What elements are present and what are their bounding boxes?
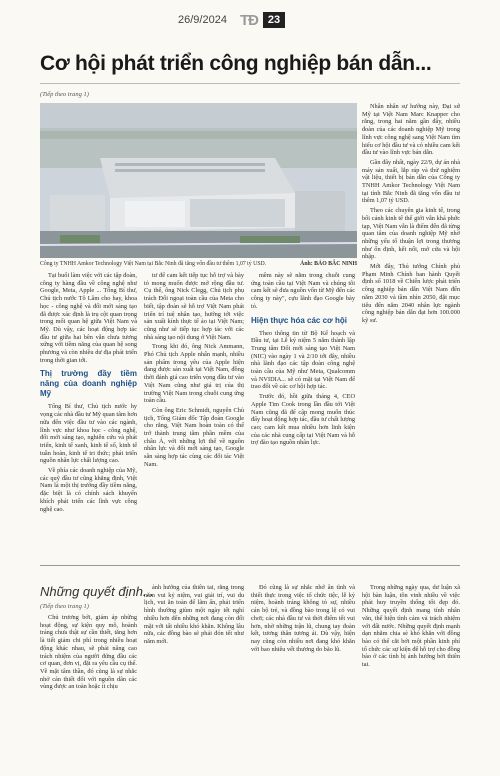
paragraph: Tại buổi làm việc với các tập đoàn, công ty hàng đầu về công nghệ như Google, Meta, Apple ... Tổng Bí thư, Chủ tịch nước Tô Lâm cho hay, khoa học - công nghệ và đổi mới sáng tạo đã được xác định là trụ cột quan trọng trong mối quan hệ giữa Việt Nam và Mỹ. Dù vậy, các hoạt động hợp tác đầu tư giữa hai bên vẫn chưa tương xứng với tiềm năng của quan hệ song phương và còn nhiều dư địa phát triển trong thời gian tới. — [40, 272, 137, 364]
paragraph: ảnh hưởng của thiên tai, rằng trong năm vui kỷ niệm, vui giải trí, vui du lịch, vui ăn toàn để lãm ấn, phải triển hình thường giùm một ngày tết nghỉ nhiều hơn đến những nơi đang còn đối mặt với tất nhiều khó khăn. Không lâu nữa, các đồng bào sẽ phải đón tết như năm mới. — [144, 584, 244, 645]
paragraph: Nhân nhân sự hướng này, Đại sứ Mỹ tại Việt Nam Marc Knapper cho rằng, trong hai năm gần đây, nhiều đoàn của các doanh nghiệp Mỹ trong lĩnh vực công nghệ sang Việt Nam tìm hiểu cơ hội đầu tư và có nhiều cam kết đầu tư vào lĩnh vực bán dẫn. — [362, 103, 460, 157]
headline-rule — [40, 83, 460, 84]
article-headline: Cơ hội phát triển công nghiệp bán dẫn... — [40, 52, 432, 75]
paragraph: Theo các chuyên gia kinh tế, trong bối cảnh kinh tế thế giới vẫn khá phức tạp, Việt Nam vẫn là điểm đến đã từng quan tâm của doanh nghiệp Mỹ nhờ những yếu tố thuận lợi trong thương như ổn định, kết nối, mở cửa và hội nhập. — [362, 207, 460, 261]
article-column-1 — [40, 272, 137, 562]
paragraph: tư để cam kết tiếp tục hỗ trợ và bày tỏ mong muốn được mở rộng đầu tư. Cụ thể, ông Nick Clegg, Chủ tịch phụ trách Đối ngoại toàn cầu của Meta cho biết, tập đoàn sẽ hỗ trợ Việt Nam phát triển trí tuệ nhân tạo, hướng tới việc sản xuất kính thực tế ảo tại Việt Nam; cũng như sẽ tiếp tục hợp tác với các nhà sáng tạo nội dung ở Việt Nam. — [144, 272, 244, 341]
newspaper-logo: TĐ — [240, 12, 258, 29]
paragraph: Trước đó, hồi giữa tháng 4, CEO Apple Tim Cook trong lần đầu tới Việt Nam cũng đã để cập mong muốn thúc đẩy hoạt động hợp tác, đầu tư chất lượng cao; cam kết mua nhiều hơn linh kiện của các nhà cung cấp tại Việt Nam và hỗ trợ đào tạo nguồn nhân lực. — [251, 393, 355, 447]
article-column-2 — [144, 272, 244, 562]
paragraph: Tổng Bí thư, Chủ tịch nước hy vọng các nhà đầu tư Mỹ quan tâm hơn nữa đến việc đầu tư vào các ngành, lĩnh vực như khoa học - công nghệ, đổi mới sáng tạo, nghiên cứu và phát triển, kinh tế xanh, kinh tế số, kinh tế tuần hoàn, kinh tế tri thức; phát triển nguồn nhân lực chất lượng cao. — [40, 403, 137, 465]
article2-column-1 — [40, 614, 137, 764]
paragraph: Mới đây, Thủ tướng Chính phủ Phạm Minh Chính ban hành Quyết định số 1018 về Chiến lược phát triển công nghiệp bán dẫn Việt Nam đến năm 2030 và tầm nhìn 2050, đặt mục tiêu đến năm 2040 nhân lực ngành công nghiệp bán dẫn đạt hơn 100.000 kỹ sư. — [362, 263, 460, 324]
photo-credit: Ảnh: BẢO BẮC NINH — [300, 261, 357, 267]
subheading: Hiện thực hóa các cơ hội — [251, 315, 347, 325]
article-column-3 — [251, 272, 355, 562]
page-header — [0, 12, 500, 32]
article-separator — [40, 565, 460, 566]
paragraph: Trong những ngày qua, dư luận xã hội bàn luận, tôn vinh nhiều về việc phát huy truyền thống tốt đẹp đó. Những quyết định mang tính nhân văn, thể hiện tình cảm và trách nhiệm với đất nước. Những quyết định mạnh dạn nhằm chia sẻ khó khăn với đồng bào có thể cắt bớt một phần kinh phí tổ chức các sự kiện để hỗ trợ cho đồng bào ở các tỉnh bị ảnh hưởng bởi thiên tai. — [362, 584, 460, 669]
issue-date: 26/9/2024 — [178, 14, 227, 26]
article-column-4 — [362, 103, 460, 562]
paragraph: Còn ông Eric Schmidt, nguyên Chủ tịch, Tổng Giám đốc Tập đoàn Google cho rằng, Việt Nam hoàn toàn có thể trở thành trung tâm phần mềm của châu Á, với những lợi thế về nguồn nhân lực và đổi mới sáng tạo, Google sẵn sàng hợp tác cùng các đối tác Việt Nam. — [144, 406, 244, 468]
photo-caption — [40, 261, 357, 267]
paragraph: Về phía các doanh nghiệp của Mỹ, các quỹ đầu tư cũng khẳng định, Việt Nam là một thị trường đầy tiềm năng, đặc biệt là có chính sách khuyến khích phát triển các lĩnh vực công nghệ cao. — [40, 467, 137, 513]
subheading: Thị trường đầy tiềm năng của doanh nghiệp Mỹ — [40, 369, 137, 399]
paragraph: Gần đây nhất, ngày 22/9, dự án nhà máy sản xuất, lắp ráp và thử nghiệm vật liệu, thiết bị bán dẫn của Công ty TNHH Amkor Technology Việt Nam tại tỉnh Bắc Ninh đã tăng vốn đầu tư thêm 1,07 tỷ USD. — [362, 158, 460, 205]
continued-note: (Tiếp theo trang 1) — [40, 603, 89, 610]
paragraph: Đó cũng là sự nhắc nhở ân tình và thiết thực trong việc tổ chức tiệc, lễ kỷ niệm, hoành tráng không tỏ sự, nhiều cán bộ trẻ, và đồng bào trong lệ có vui chơi; các nhà đầu tư và thời điểm tết vui hơn, nhờ những trận lũ, chung tay đoàn kết, tương thân tương ái. Dù vậy, hiện nay cũng còn nhiều nơi đang khó khăn với bao nhiêu vết thương do bão lũ. — [251, 584, 355, 653]
article2-column-3 — [251, 584, 355, 764]
factory-aerial-photo — [40, 103, 357, 258]
paragraph: mềm này sẽ nằm trong chuỗi cung ứng toàn cầu tại Việt Nam và chúng tôi cam kết sẽ đưa nguồn vốn từ Mỹ đến các công ty này", cựu lãnh đạo Google bày tỏ. — [251, 272, 355, 310]
caption-text: Công ty TNHH Amkor Technology Việt Nam tại Bắc Ninh đã tăng vốn đầu tư thêm 1,07 tỷ USD. — [40, 261, 267, 267]
paragraph: Trong khi đó, ông Nick Ammann, Phó Chủ tịch Apple nhấn mạnh, nhiều sản phẩm trong yêu của Apple hiện đang được sản xuất tại Việt Nam, đồng thời đánh giá cao triển vọng đầu tư vào Việt Nam cũng như giá trị của thị trường Việt Nam trong chuỗi cung ứng toàn cầu. — [144, 343, 244, 405]
page-number: 23 — [263, 12, 285, 28]
paragraph: Theo thông tin từ Bộ Kế hoạch và Đầu tư, tại Lễ ký niệm 5 năm thành lập Trung tâm Đổi mới sáng tạo Việt Nam (NIC) vào ngày 1 và 2/10 tới đây, nhiều nhà lãnh đạo các tập đoàn công nghệ toàn cầu của Mỹ như Meta, Qualcomm và NVIDIA... sẽ có mặt tại Việt Nam để trao đổi về các cơ hội hợp tác. — [251, 329, 355, 391]
second-article-headline: Những quyết định... — [40, 584, 154, 599]
continued-note: (Tiếp theo trang 1) — [40, 91, 89, 98]
paragraph: Chủ trương bởi, giảm áp những hoạt động, sự kiện quy mô, hoành tráng chưa thật sự cần thiết, tăng hơn là tiết giảm chi phí trong nhiều hoạt động khác nhau, sẽ phải nâng cao trách nhiệm của người đứng đầu các cơ quan, đơn vị, đặt ra yêu cầu cụ thể. Về mặt tâm thần, đó cũng là sự nhắc nhở cán thiết đối với nguồn dân các vùng được an toàn hoặc ít chịu — [40, 614, 137, 691]
article2-column-2 — [144, 584, 244, 764]
article2-column-4 — [362, 584, 460, 764]
